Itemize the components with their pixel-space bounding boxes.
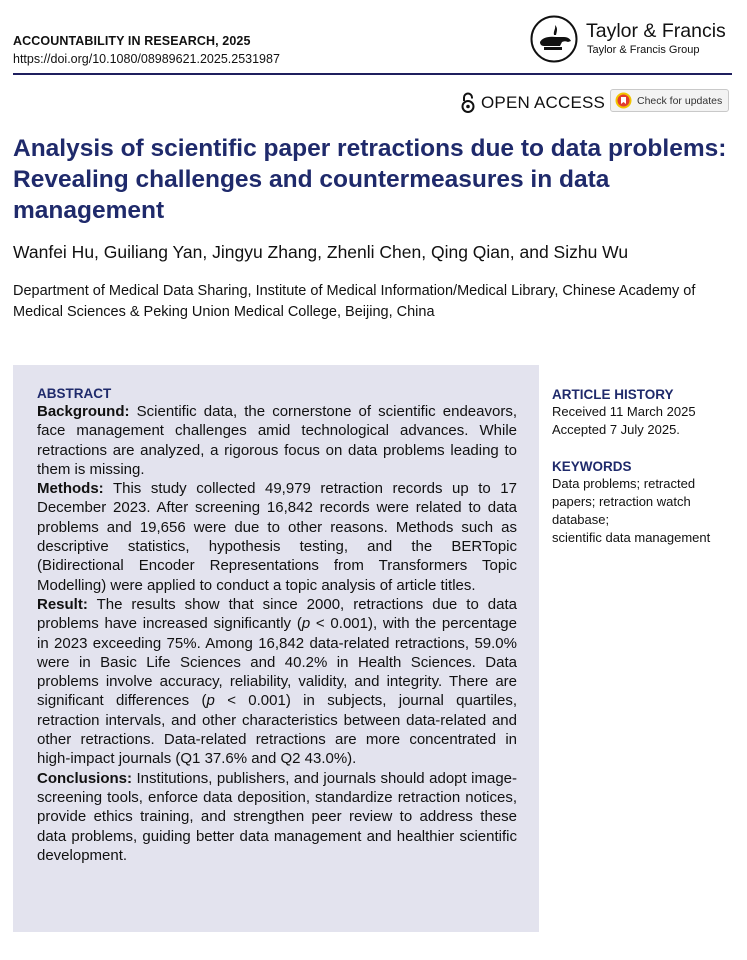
doi-link[interactable]: https://doi.org/10.1080/08989621.2025.2531987 xyxy=(13,52,280,66)
check-for-updates-button[interactable] xyxy=(610,89,729,112)
open-access-badge xyxy=(461,92,605,114)
keywords-heading: KEYWORDS xyxy=(552,459,632,474)
open-access-label: OPEN ACCESS xyxy=(481,93,606,112)
publisher-name: Taylor & Francis xyxy=(586,20,726,42)
result-text-part-2: < 0.001), with the percentage in 2023 exceeding 75%. Among 16,842 data-related retractions, 59.0% were in Basic Life Sciences and 40.2% in Health Sciences. Data problems involve accuracy, reliability, validity, and integrity. There are significant differences ( xyxy=(37,615,517,710)
background-label: Background: xyxy=(37,403,130,420)
background-text: Scientific data, the cornerstone of scientific endeavors, face management challenges amid technological advances. While retractions are analyzed, a rigorous focus on data problems leading to them is missing. xyxy=(37,403,518,478)
keywords-line: scientific data management xyxy=(552,530,711,545)
publisher-lamp-icon xyxy=(530,15,578,63)
abstract-result xyxy=(37,595,517,769)
article-history-heading: ARTICLE HISTORY xyxy=(552,387,674,402)
result-p-symbol-2: p xyxy=(206,692,215,710)
received-date: Received 11 March 2025 xyxy=(552,404,696,419)
keywords-line: papers; retraction watch xyxy=(552,494,691,509)
result-text-part-1: The results show that since 2000, retractions due to data problems have increased significantly ( xyxy=(37,595,517,633)
publisher-group: Taylor & Francis Group xyxy=(587,44,700,56)
result-label: Result: xyxy=(37,595,88,613)
article-title: Analysis of scientific paper retractions due to data problems: Revealing challenges and countermeasures in data management xyxy=(13,135,727,224)
keywords-line: Data problems; retracted xyxy=(552,476,696,491)
header-divider xyxy=(13,73,732,75)
result-p-symbol-1: p xyxy=(301,615,311,633)
article-sidebar xyxy=(552,386,737,547)
methods-text: This study collected 49,979 retraction records up to 17 December 2023. After screening 16,842 records were related to data problems and 19,656 were due to other reasons. Methods such as descriptive statistics, hypothesis testing, and the BERTopic (Bidirectional Encoder Representations from Transformers Topic Modelling) were applied to conduct a topic analysis of article titles. xyxy=(37,480,517,594)
keywords-line: database; xyxy=(552,512,610,527)
publisher-logo-block[interactable] xyxy=(530,15,740,65)
abstract-box xyxy=(13,365,539,932)
abstract-heading: ABSTRACT xyxy=(37,386,112,401)
accepted-date: Accepted 7 July 2025. xyxy=(552,422,680,437)
result-text-part-3: < 0.001) in subjects, journal quartiles, retraction intervals, and other characteristics between data-related and other retractions. Data-related retractions are more concentrated in high-impact journals (Q1 37.6% and Q2 43.0%). xyxy=(37,692,517,768)
journal-citation: ACCOUNTABILITY IN RESEARCH, 2025 xyxy=(13,34,251,48)
check-updates-icon xyxy=(615,92,632,109)
abstract-conclusions xyxy=(37,769,517,865)
check-updates-label: Check for updates xyxy=(637,94,723,107)
open-access-lock-icon xyxy=(461,92,475,114)
conclusions-text: Institutions, publishers, and journals should adopt image-screening tools, enforce data deposition, standardize retraction notices, provide ethics training, and strengthen peer review to address these data problems, guiding better data management and healthier scientific development. xyxy=(37,769,518,864)
abstract-background xyxy=(37,402,517,479)
affiliation: Department of Medical Data Sharing, Institute of Medical Information/Medical Library, Chinese Academy of Medical Sciences & Peking Union Medical College, Beijing, China xyxy=(13,283,696,320)
methods-label: Methods: xyxy=(37,480,104,498)
conclusions-label: Conclusions: xyxy=(37,769,133,787)
abstract-methods xyxy=(37,479,517,595)
author-list: Wanfei Hu, Guiliang Yan, Jingyu Zhang, Zhenli Chen, Qing Qian, and Sizhu Wu xyxy=(13,242,629,262)
